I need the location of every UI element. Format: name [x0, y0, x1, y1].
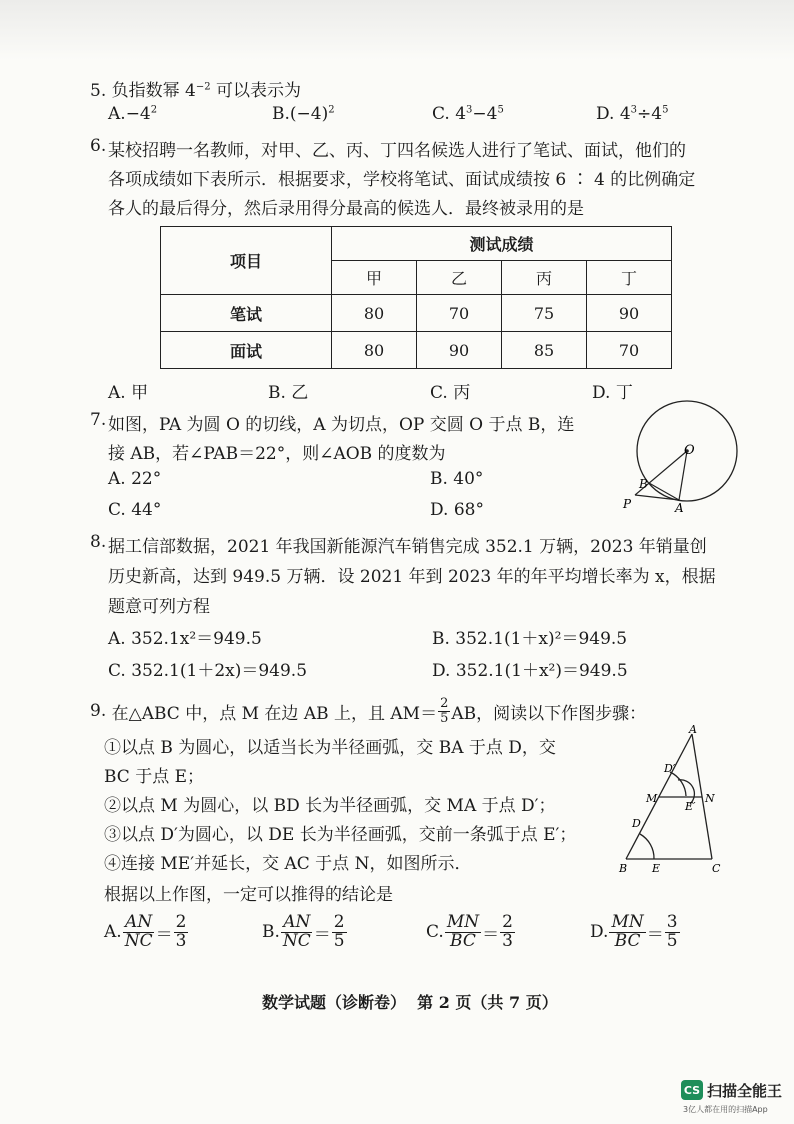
- table-cell: 70: [587, 332, 672, 369]
- question-6-line-3: 各人的最后得分，然后录用得分最高的候选人．最终被录用的是: [108, 199, 584, 219]
- page-footer: 数学试题（诊断卷） 第 2 页（共 7 页）: [262, 993, 558, 1012]
- question-8-number: 8.: [90, 532, 107, 552]
- table-cell: 70: [417, 295, 502, 332]
- question-8-line-1: 据工信部数据，2021 年我国新能源汽车销售完成 352.1 万辆，2023 年销量创: [108, 537, 707, 557]
- question-8-line-2: 历史新高，达到 949.5 万辆．设 2021 年到 2023 年的年平均增长率为 x，根据: [108, 567, 716, 587]
- table-row-label: 面试: [161, 332, 332, 369]
- question-6-line-2: 各项成绩如下表所示．根据要求，学校将笔试、面试成绩按 6 ∶ 4 的比例确定: [108, 170, 696, 190]
- question-7-number: 7.: [90, 410, 107, 430]
- table-corner-cell: 项目: [161, 227, 332, 295]
- question-9-option-a: A. $\frac{AN}{NC}$ ＝ $\frac{2}{3}$: [104, 912, 187, 951]
- question-7-option-d: D. 68°: [430, 500, 484, 520]
- camscanner-logo-icon: CS: [681, 1080, 703, 1100]
- table-row: [161, 332, 672, 369]
- question-9-step-2: ②以点 M 为圆心，以 BD 长为半径画弧，交 MA 于点 D′；: [104, 796, 556, 816]
- question-7-option-b: B. 40°: [430, 469, 484, 489]
- question-9-option-b: B. $\frac{AN}{NC}$ ＝ $\frac{2}{5}$: [262, 912, 345, 951]
- label-a: A: [689, 724, 697, 736]
- question-8-option-b: B. 352.1(1＋x)²＝949.5: [432, 629, 628, 649]
- label-m: M: [646, 792, 658, 805]
- table-col-header: 甲: [332, 261, 417, 295]
- question-5-stem: 5. 负指数幂 $4^{-2}$ 可以表示为: [90, 81, 302, 101]
- table-row: [161, 295, 672, 332]
- segment-oa: [679, 451, 687, 500]
- table-group-header: 测试成绩: [332, 227, 672, 261]
- camscanner-brand: 扫描全能王: [707, 1082, 783, 1100]
- question-9-step-4: ④连接 ME′并延长，交 AC 于点 N，如图所示．: [104, 854, 472, 874]
- label-b: B: [639, 477, 648, 491]
- question-7-option-c: C. 44°: [108, 500, 162, 520]
- question-5-option-b: $B.(-4)^2$: [272, 104, 335, 124]
- question-6-option-c: C. 丙: [430, 383, 471, 403]
- question-6-option-d: D. 丁: [592, 383, 633, 403]
- question-9-stem: 9. 在△ABC 中，点 M 在边 AB 上，且 AM＝ $\frac{2}{5}$ AB，阅读以下作图步骤：: [90, 695, 647, 726]
- question-6-option-a: A. 甲: [108, 383, 149, 403]
- question-6-option-b: B. 乙: [268, 383, 309, 403]
- table-col-header: 丙: [502, 261, 587, 295]
- question-8-option-d: D. 352.1(1＋x²)＝949.5: [432, 661, 628, 681]
- table-cell: 85: [502, 332, 587, 369]
- label-e-prime: E′: [685, 800, 696, 813]
- circle-tangent-figure: [620, 400, 740, 520]
- label-d: D: [632, 817, 641, 830]
- question-8-option-a: A. 352.1x²＝949.5: [108, 629, 262, 649]
- table-cell: 90: [587, 295, 672, 332]
- question-9-step-3: ③以点 D′为圆心，以 DE 长为半径画弧，交前一条弧于点 E′；: [104, 825, 577, 845]
- question-5-option-a: $A.-4^2$: [108, 104, 158, 124]
- question-9-step-1-cont: BC 于点 E；: [104, 767, 205, 787]
- question-9-option-c: C. $\frac{MN}{BC}$ ＝ $\frac{2}{3}$: [426, 912, 513, 951]
- question-5-option-d: D. $4^3\div 4^5$: [596, 104, 669, 124]
- question-7-option-a: A. 22°: [108, 469, 162, 489]
- label-a: A: [675, 501, 684, 515]
- triangle-construction-figure: [612, 724, 742, 876]
- table-cell: 80: [332, 295, 417, 332]
- arc-d1-e1: [670, 772, 686, 796]
- question-5-option-c: C. $4^3-4^5$: [432, 104, 504, 124]
- question-6-number: 6.: [90, 136, 107, 156]
- question-8-line-3: 题意可列方程: [108, 597, 210, 617]
- label-d-prime: D′: [664, 762, 676, 775]
- question-7-line-2: 接 AB，若∠PAB＝22°，则∠AOB 的度数为: [108, 444, 446, 464]
- camscanner-tagline: 3亿人都在用的扫描App: [683, 1105, 768, 1114]
- question-7-line-1: 如图，PA 为圆 O 的切线，A 为切点，OP 交圆 O 于点 B，连: [108, 415, 575, 435]
- table-cell: 90: [417, 332, 502, 369]
- table-row-label: 笔试: [161, 295, 332, 332]
- question-6-line-1: 某校招聘一名教师，对甲、乙、丙、丁四名候选人进行了笔试、面试，他们的: [108, 141, 686, 161]
- label-o: O: [684, 443, 695, 458]
- arc-de: [640, 834, 654, 859]
- question-9-option-d: D. $\frac{MN}{BC}$ ＝ $\frac{3}{5}$: [590, 912, 678, 951]
- question-9-conclusion: 根据以上作图，一定可以推得的结论是: [104, 885, 393, 905]
- label-e: E: [652, 862, 661, 875]
- label-c: C: [712, 862, 721, 875]
- score-table: [160, 226, 672, 369]
- table-col-header: 丁: [587, 261, 672, 295]
- label-p: P: [623, 497, 632, 511]
- scan-top-shadow: [0, 0, 794, 60]
- question-8-option-c: C. 352.1(1＋2x)＝949.5: [108, 661, 308, 681]
- table-col-header: 乙: [417, 261, 502, 295]
- table-cell: 80: [332, 332, 417, 369]
- question-9-step-1: ①以点 B 为圆心，以适当长为半径画弧，交 BA 于点 D，交: [104, 738, 556, 758]
- table-cell: 75: [502, 295, 587, 332]
- label-n: N: [705, 792, 715, 805]
- label-b: B: [619, 862, 628, 875]
